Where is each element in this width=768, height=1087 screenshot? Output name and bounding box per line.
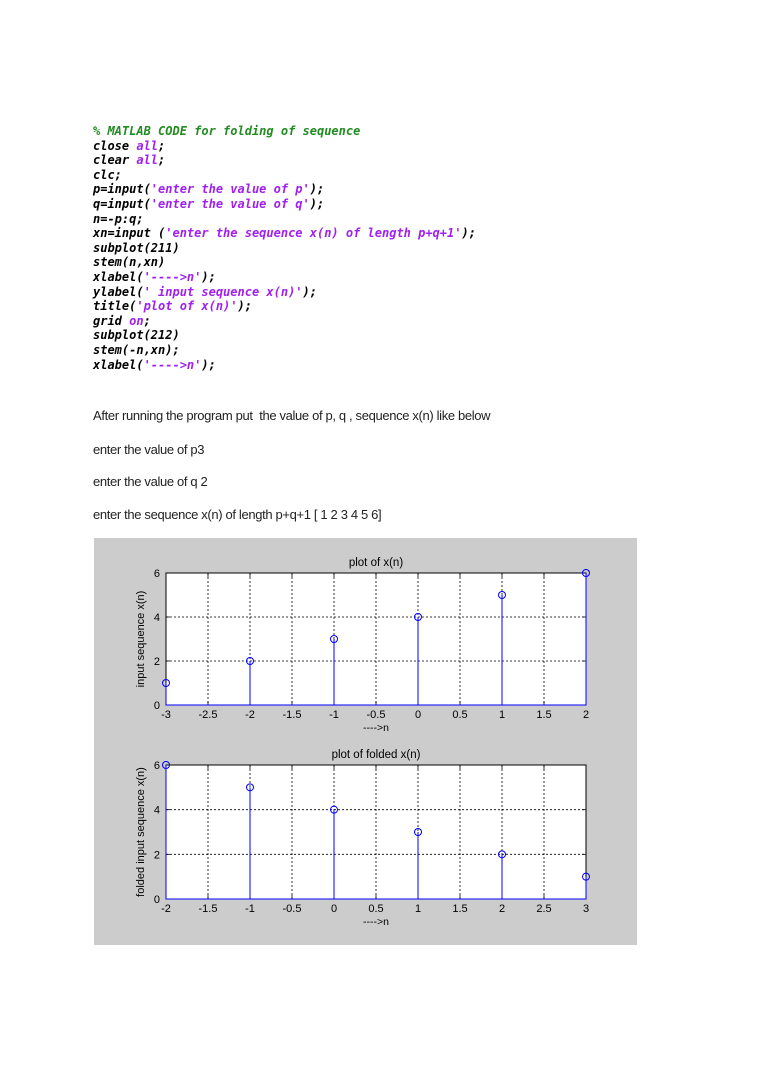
code-token: stem(-n,xn); bbox=[93, 342, 180, 357]
x-tick-label: -2 bbox=[245, 709, 255, 721]
x-tick-label: -1 bbox=[329, 709, 339, 721]
x-tick-label: 0.5 bbox=[452, 709, 468, 721]
code-line bbox=[93, 343, 713, 358]
code-line bbox=[93, 226, 713, 241]
code-token: subplot(212) bbox=[93, 328, 180, 343]
chart-title: plot of x(n) bbox=[348, 557, 404, 569]
code-line bbox=[93, 168, 713, 183]
code-token: all bbox=[136, 153, 159, 168]
code-line bbox=[93, 124, 713, 139]
code-token: ; bbox=[143, 313, 151, 328]
code-token: close bbox=[93, 138, 137, 153]
code-token: 'enter the value of p' bbox=[150, 182, 310, 197]
x-tick-label: 0 bbox=[414, 709, 422, 721]
y-axis-label: input sequence x(n) bbox=[135, 590, 147, 688]
y-tick-label: 0 bbox=[153, 894, 160, 906]
code-token: ); bbox=[309, 182, 325, 197]
code-token: ' input sequence x(n)' bbox=[143, 284, 303, 299]
x-tick-label: -0.5 bbox=[282, 903, 302, 915]
code-line bbox=[93, 153, 713, 168]
x-tick-label: -3 bbox=[161, 709, 171, 721]
code-token: ); bbox=[237, 299, 252, 314]
intro-text: After running the program put the value of p, q , sequence x(n) like below bbox=[93, 408, 491, 423]
code-token: ); bbox=[201, 357, 216, 372]
code-token: ylabel( bbox=[93, 284, 144, 299]
code-token: ; bbox=[158, 138, 166, 153]
y-axis-label: folded input sequence x(n) bbox=[135, 767, 147, 897]
y-tick-label: 2 bbox=[153, 849, 160, 862]
x-tick-label: 2 bbox=[498, 903, 506, 915]
x-tick-label: -1 bbox=[245, 903, 255, 915]
input-q-text: enter the value of q 2 bbox=[93, 474, 208, 489]
code-line bbox=[93, 197, 713, 212]
code-token: xn=input ( bbox=[93, 226, 166, 241]
x-axis-label: ---->n bbox=[363, 722, 389, 734]
code-line bbox=[93, 139, 713, 154]
x-tick-label: 2 bbox=[582, 709, 590, 721]
matlab-code-block bbox=[93, 124, 713, 372]
code-token: p=input( bbox=[93, 182, 151, 197]
code-line bbox=[93, 358, 713, 373]
y-tick-label: 4 bbox=[153, 804, 160, 817]
x-tick-label: -1.5 bbox=[282, 709, 302, 721]
subplot-2 bbox=[135, 749, 590, 928]
x-tick-label: -0.5 bbox=[366, 709, 386, 721]
x-tick-label: 2.5 bbox=[536, 903, 552, 915]
code-token: 'plot of x(n)' bbox=[136, 299, 238, 314]
code-token: ); bbox=[461, 226, 476, 241]
code-token: ); bbox=[201, 269, 216, 284]
code-token: all bbox=[136, 138, 159, 153]
code-token: clear bbox=[93, 153, 137, 168]
code-line bbox=[93, 212, 713, 227]
code-token: '---->n' bbox=[143, 357, 202, 372]
x-tick-label: 0 bbox=[330, 903, 338, 915]
code-token: ); bbox=[309, 196, 325, 211]
input-sequence-text: enter the sequence x(n) of length p+q+1 [ 1 2 3 4 5 6] bbox=[93, 507, 382, 522]
code-token: q=input( bbox=[93, 196, 151, 211]
code-line bbox=[93, 285, 713, 300]
figure-canvas bbox=[94, 538, 637, 945]
y-tick-label: 6 bbox=[153, 568, 160, 580]
code-token: clc; bbox=[93, 167, 122, 182]
code-line bbox=[93, 328, 713, 343]
x-axis-label: ---->n bbox=[363, 916, 389, 928]
matlab-figure bbox=[94, 538, 637, 945]
code-token: xlabel( bbox=[93, 357, 144, 372]
x-tick-label: 1.5 bbox=[452, 903, 468, 915]
code-token: xlabel( bbox=[93, 269, 144, 284]
x-tick-label: 1 bbox=[498, 709, 506, 721]
code-line bbox=[93, 255, 713, 270]
code-token: title( bbox=[93, 299, 137, 314]
code-token: 'enter the sequence x(n) of length p+q+1' bbox=[165, 226, 462, 241]
code-token: '---->n' bbox=[143, 269, 202, 284]
code-token: on bbox=[129, 313, 144, 328]
x-tick-label: 0.5 bbox=[368, 903, 384, 915]
code-token: grid bbox=[93, 313, 130, 328]
code-token: ); bbox=[302, 284, 317, 299]
code-token: n=-p:q; bbox=[93, 211, 144, 226]
input-p-text: enter the value of p3 bbox=[93, 442, 205, 457]
x-tick-label: -1.5 bbox=[198, 903, 218, 915]
y-tick-label: 0 bbox=[153, 700, 160, 712]
x-tick-label: -2.5 bbox=[198, 709, 218, 721]
code-line bbox=[93, 241, 713, 256]
code-line bbox=[93, 314, 713, 329]
code-token: ; bbox=[158, 153, 166, 168]
subplot-1 bbox=[135, 557, 590, 734]
code-token: 'enter the value of q' bbox=[150, 196, 310, 211]
code-line bbox=[93, 270, 713, 285]
x-tick-label: 1.5 bbox=[536, 709, 552, 721]
code-line bbox=[93, 182, 713, 197]
x-tick-label: -2 bbox=[161, 903, 171, 915]
x-tick-label: 3 bbox=[582, 903, 590, 915]
code-token: % MATLAB CODE for folding of sequence bbox=[93, 124, 361, 138]
code-token: subplot(211) bbox=[93, 240, 180, 255]
y-tick-label: 6 bbox=[153, 760, 160, 772]
code-token: stem(n,xn) bbox=[93, 255, 166, 270]
chart-title: plot of folded x(n) bbox=[331, 749, 421, 761]
y-tick-label: 2 bbox=[153, 656, 160, 668]
y-tick-label: 4 bbox=[153, 612, 160, 624]
x-tick-label: 1 bbox=[414, 903, 422, 915]
code-line bbox=[93, 299, 713, 314]
